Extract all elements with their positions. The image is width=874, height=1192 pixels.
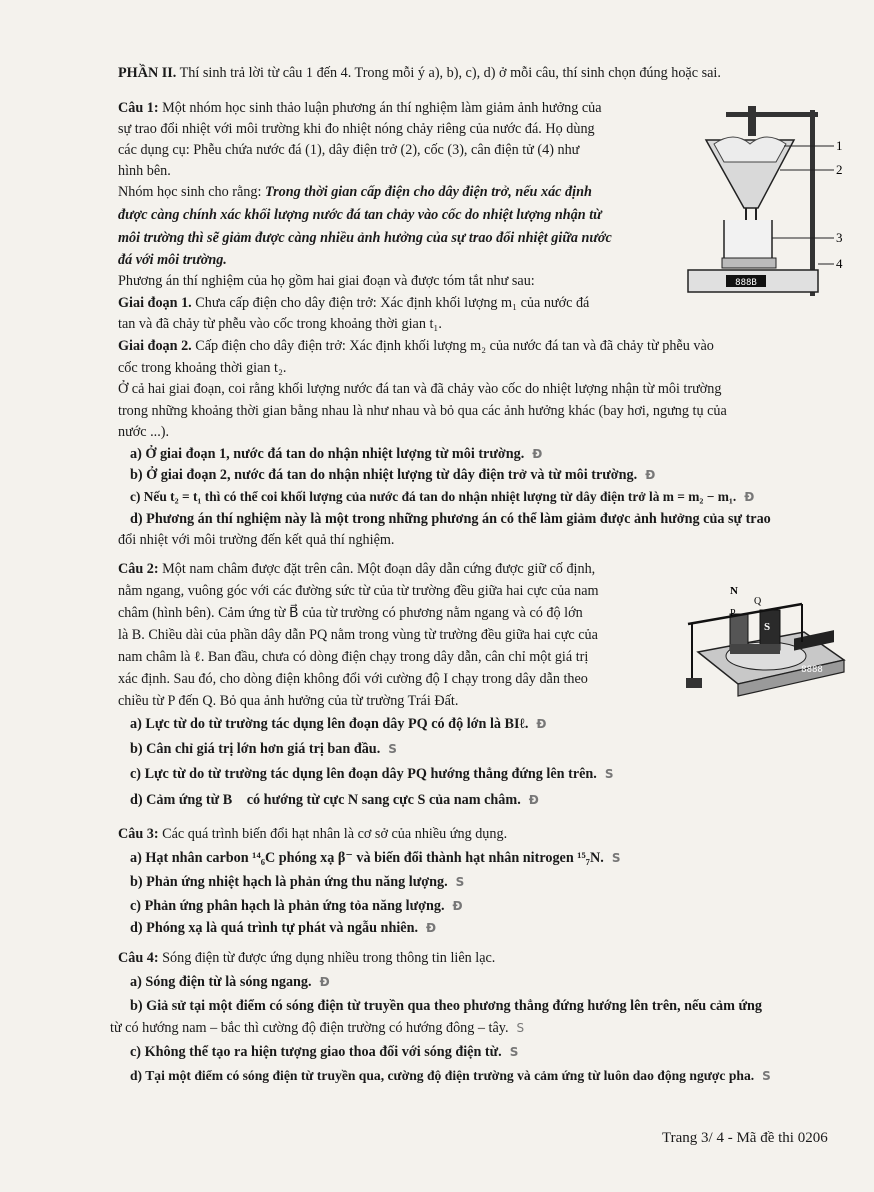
q1-stage1 bbox=[118, 294, 589, 312]
q2-line-5: nam châm là ℓ. Ban đầu, chưa có dòng điện chạy trong dây dẫn, cân chỉ một giá trị bbox=[118, 649, 589, 665]
q1-option-a-mark: Đ bbox=[532, 447, 543, 461]
q1-label: Câu 1: bbox=[118, 100, 159, 116]
q2-option-b bbox=[130, 740, 397, 758]
q1-option-a-text: a) Ở giai đoạn 1, nước đá tan do nhận nhiệt lượng từ môi trường. bbox=[130, 446, 525, 462]
q1-line-7: môi trường thì sẽ giảm được càng nhiều ảnh hưởng của sự trao đổi nhiệt giữa nước bbox=[118, 230, 612, 246]
q1-line-6: được càng chính xác khối lượng nước đá tan chảy vào cốc do nhiệt lượng nhận từ bbox=[118, 207, 602, 223]
q1-line-8: đá với môi trường. bbox=[118, 252, 227, 268]
q1-option-c-mark: Đ bbox=[744, 490, 755, 504]
q1-option-d: d) Phương án thí nghiệm này là một trong những phương án có thể làm giảm được ảnh hưởng của sự trao bbox=[130, 511, 771, 527]
q4-option-b-2 bbox=[110, 1019, 524, 1037]
beaker-base bbox=[722, 258, 776, 268]
fig-label-3: 3 bbox=[836, 230, 843, 245]
q3-option-c-mark: Đ bbox=[452, 899, 463, 913]
fig-label-n: N bbox=[730, 585, 738, 597]
q2-line-1 bbox=[118, 560, 595, 578]
q4-option-c-mark: S bbox=[509, 1045, 519, 1059]
magnet-scale-figure bbox=[684, 580, 852, 700]
q1-para-1: Ở cả hai giai đoạn, coi rằng khối lượng nước đá tan và đã chảy vào cốc do nhiệt lượng nhận từ môi trường bbox=[118, 381, 722, 397]
q1-stage2-text: Cấp điện cho dây điện trở: Xác định khối lượng m₂ của nước đá tan và đã chảy từ phễu vào bbox=[191, 338, 714, 354]
q2-option-d bbox=[130, 791, 539, 809]
q1-text-5a: Nhóm học sinh cho rằng: bbox=[118, 184, 265, 200]
q4-option-b-2-text: từ có hướng nam – bắc thì cường độ điện trường có hướng đông – tây. bbox=[110, 1020, 509, 1036]
q1-para-3: nước ...). bbox=[118, 424, 170, 440]
scale-display-text: 888B bbox=[735, 278, 757, 288]
q4-heading bbox=[118, 949, 495, 967]
scale-display-text: 8888 bbox=[801, 665, 823, 675]
q1-option-a bbox=[130, 445, 542, 463]
q1-stage2-label: Giai đoạn 2. bbox=[118, 338, 192, 354]
q2-line-3: châm (hình bên). Cảm ứng từ B⃗ của từ trường có phương nằm ngang và có độ lớn bbox=[118, 605, 583, 621]
q4-option-c bbox=[130, 1043, 518, 1061]
fig-label-1: 1 bbox=[836, 138, 843, 153]
q1-stage1-label: Giai đoạn 1. bbox=[118, 295, 192, 311]
part-instruction: Thí sinh trả lời từ câu 1 đến 4. Trong mỗi ý a), b), c), d) ở mỗi câu, thí sinh chọn đúng hoặc sai. bbox=[176, 65, 721, 81]
q4-option-d bbox=[130, 1067, 771, 1085]
q4-option-d-text: d) Tại một điểm có sóng điện từ truyền qua, cường độ điện trường và cảm ứng từ luôn dao động ngược pha. bbox=[130, 1068, 755, 1083]
q1-line-3: các dụng cụ: Phễu chứa nước đá (1), dây điện trở (2), cốc (3), cân điện tử (4) như bbox=[118, 142, 580, 158]
q1-option-b bbox=[130, 466, 655, 484]
part-heading bbox=[118, 64, 721, 82]
q2-line-6: xác định. Sau đó, cho dòng điện không đổi với cường độ I chạy trong dây dẫn theo bbox=[118, 671, 588, 687]
stand-clamp bbox=[748, 106, 756, 136]
q3-option-b bbox=[130, 873, 464, 891]
q1-line-1 bbox=[118, 99, 602, 117]
q1-line-9: Phương án thí nghiệm của họ gồm hai giai đoạn và được tóm tắt như sau: bbox=[118, 273, 535, 289]
q3-option-d-mark: Đ bbox=[426, 921, 437, 935]
q1-stage2 bbox=[118, 337, 714, 355]
q2-option-c-text: c) Lực từ do từ trường tác dụng lên đoạn dây PQ hướng thẳng đứng lên trên. bbox=[130, 766, 597, 782]
q1-line-4: hình bên. bbox=[118, 163, 171, 179]
q2-line-4: là B. Chiều dài của phần dây dẫn PQ nằm trong vùng từ trường đều giữa hai cực của bbox=[118, 627, 598, 643]
q2-option-b-mark: S bbox=[388, 742, 397, 756]
q4-option-a-text: a) Sóng điện từ là sóng ngang. bbox=[130, 974, 312, 990]
q4-label: Câu 4: bbox=[118, 950, 159, 966]
q3-option-b-text: b) Phản ứng nhiệt hạch là phản ứng thu năng lượng. bbox=[130, 874, 448, 890]
q3-option-b-mark: S bbox=[455, 875, 465, 889]
q1-option-d-2: đổi nhiệt với môi trường đến kết quả thí nghiệm. bbox=[118, 532, 395, 548]
q2-text-1: Một nam châm được đặt trên cân. Một đoạn dây dẫn cứng được giữ cố định, bbox=[158, 561, 596, 577]
q1-option-c-text: c) Nếu t₂ = t₁ thì có thể coi khối lượng của nước đá tan do nhận nhiệt lượng từ dây điện trở là m = m₂ − m₁. bbox=[130, 489, 737, 504]
support-base bbox=[686, 678, 702, 688]
q1-line-2: sự trao đổi nhiệt với môi trường khi đo nhiệt nóng chảy riêng của nước đá. Họ dùng bbox=[118, 121, 595, 137]
q3-label: Câu 3: bbox=[118, 826, 159, 842]
q3-heading bbox=[118, 825, 507, 843]
q1-option-b-mark: Đ bbox=[645, 468, 656, 482]
fig-label-p: P bbox=[730, 608, 736, 619]
q4-option-b-mark: S bbox=[516, 1021, 525, 1035]
q3-text: Các quá trình biến đổi hạt nhân là cơ sở của nhiều ứng dụng. bbox=[158, 826, 508, 842]
stand-arm bbox=[726, 112, 818, 117]
ice-funnel-apparatus-figure bbox=[684, 100, 860, 316]
q2-option-c-mark: S bbox=[604, 767, 614, 781]
q1-option-c bbox=[130, 488, 754, 506]
q2-option-d-text: d) Cảm ứng từ B⃗ có hướng từ cực N sang cực S của nam châm. bbox=[130, 792, 521, 808]
q3-option-d-text: d) Phóng xạ là quá trình tự phát và ngẫu nhiên. bbox=[130, 920, 419, 936]
q3-option-d bbox=[130, 919, 436, 937]
q2-option-b-text: b) Cân chỉ giá trị lớn hơn giá trị ban đầu. bbox=[130, 741, 381, 757]
q2-label: Câu 2: bbox=[118, 561, 159, 577]
q2-option-a bbox=[130, 715, 546, 733]
q3-option-a-mark: S bbox=[611, 851, 621, 865]
q2-line-7: chiều từ P đến Q. Bỏ qua ảnh hưởng của từ trường Trái Đất. bbox=[118, 693, 459, 709]
q1-stage1-text: Chưa cấp điện cho dây điện trở: Xác định khối lượng m₁ của nước đá bbox=[191, 295, 590, 311]
fig-label-q: Q bbox=[754, 596, 762, 607]
q1-para-2: trong những khoảng thời gian bằng nhau là như nhau và bỏ qua các ảnh hưởng khác (bay hơi, ngưng tụ của bbox=[118, 403, 727, 419]
q4-option-d-mark: S bbox=[762, 1069, 771, 1083]
q2-option-d-mark: Đ bbox=[528, 793, 539, 807]
q2-option-c bbox=[130, 765, 614, 783]
fig-label-4: 4 bbox=[836, 256, 843, 271]
q2-line-2: nằm ngang, vuông góc với các đường sức từ của từ trường đều giữa hai cực của nam bbox=[118, 583, 599, 599]
q4-option-c-text: c) Không thể tạo ra hiện tượng giao thoa đối với sóng điện từ. bbox=[130, 1044, 502, 1060]
q4-option-a-mark: Đ bbox=[319, 975, 330, 989]
q1-stage1-text-2: tan và đã chảy từ phễu vào cốc trong khoảng thời gian t₁. bbox=[118, 316, 442, 332]
q3-option-c bbox=[130, 897, 463, 915]
page-footer: Trang 3/ 4 - Mã đề thi 0206 bbox=[662, 1130, 828, 1146]
q1-line-5 bbox=[118, 183, 592, 201]
q4-option-b: b) Giả sử tại một điểm có sóng điện từ truyền qua theo phương thẳng đứng hướng lên trên, nếu cảm ứng bbox=[130, 998, 763, 1014]
q1-text-1: Một nhóm học sinh thảo luận phương án thí nghiệm làm giảm ảnh hưởng của bbox=[158, 100, 602, 116]
stand-rod bbox=[810, 110, 815, 296]
q2-option-a-text: a) Lực từ do từ trường tác dụng lên đoạn dây PQ có độ lớn là BIℓ. bbox=[130, 716, 529, 732]
q1-stage2-text-2: cốc trong khoảng thời gian t₂. bbox=[118, 360, 287, 376]
fig-label-2: 2 bbox=[836, 162, 843, 177]
q2-option-a-mark: Đ bbox=[536, 717, 547, 731]
q3-option-a-text: a) Hạt nhân carbon ¹⁴₆C phóng xạ β⁻ và biến đổi thành hạt nhân nitrogen ¹⁵₇N. bbox=[130, 850, 604, 866]
q4-option-a bbox=[130, 973, 330, 991]
magnet-base bbox=[730, 644, 780, 654]
fig-label-s: S bbox=[764, 621, 771, 633]
q3-option-c-text: c) Phản ứng phân hạch là phản ứng tỏa năng lượng. bbox=[130, 898, 445, 914]
q1-text-5b: Trong thời gian cấp điện cho dây điện trở, nếu xác định bbox=[264, 184, 592, 200]
part-label: PHẦN II. bbox=[118, 65, 177, 81]
q1-option-b-text: b) Ở giai đoạn 2, nước đá tan do nhận nhiệt lượng từ dây điện trở và từ môi trường. bbox=[130, 467, 638, 483]
q4-text: Sóng điện từ được ứng dụng nhiều trong thông tin liên lạc. bbox=[158, 950, 496, 966]
q3-option-a bbox=[130, 849, 621, 867]
